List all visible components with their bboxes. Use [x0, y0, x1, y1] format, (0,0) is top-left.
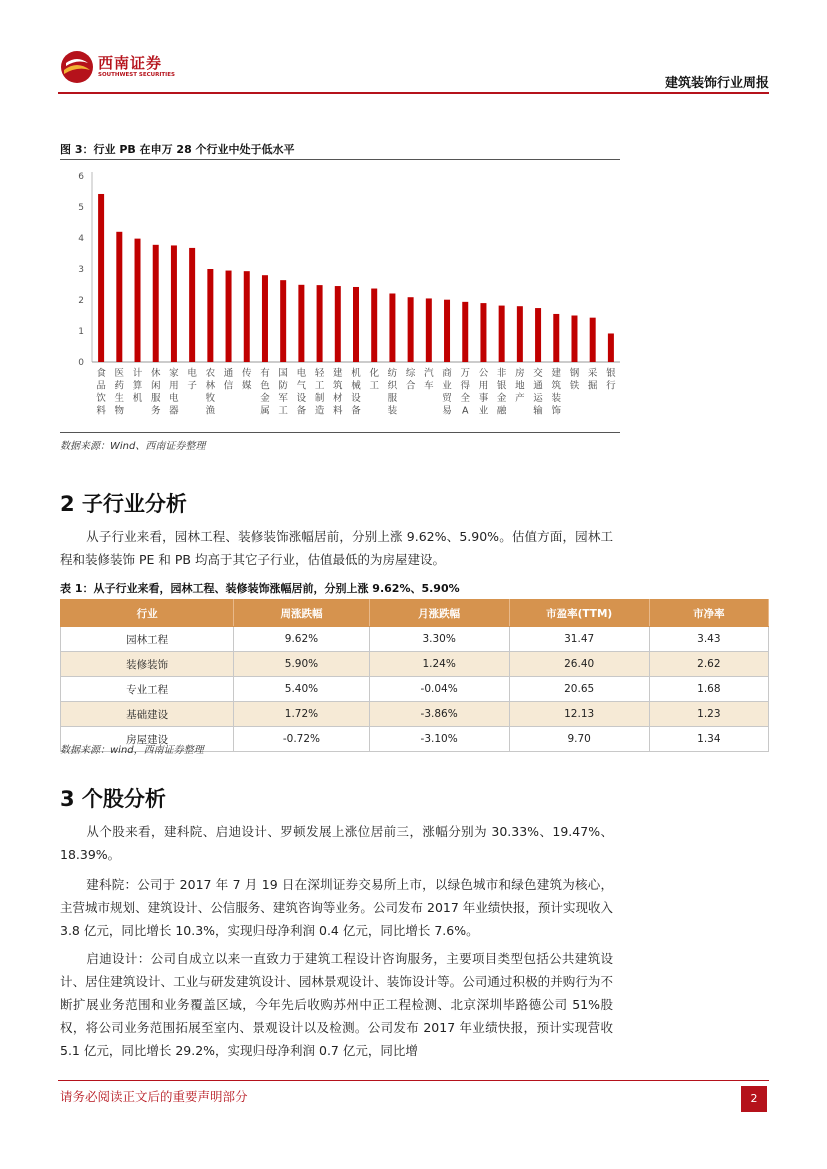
x-tick-label: 公用事业	[478, 368, 489, 417]
cell-monthly: 1.24%	[369, 652, 509, 677]
col-header-pb: 市净率	[649, 600, 768, 627]
cell-monthly: 3.30%	[369, 627, 509, 652]
y-tick-label: 2	[78, 296, 84, 306]
cell-industry: 房屋建设	[61, 727, 234, 752]
cell-monthly: -3.86%	[369, 702, 509, 727]
bar	[608, 333, 614, 362]
x-tick-label: 医药生物	[114, 368, 125, 417]
x-tick-label: 通信	[223, 368, 234, 392]
x-tick-label: 钢铁	[569, 368, 580, 392]
col-header-monthly-change: 月涨跌幅	[369, 600, 509, 627]
x-tick-label: 采掘	[587, 368, 598, 392]
cell-pe: 31.47	[509, 627, 649, 652]
table-row	[61, 677, 769, 702]
section-3-paragraph-2: 建科院：公司于 2017 年 7 月 19 日在深圳证券交易所上市，以绿色城市和绿色建筑为核心，主营城市规划、建筑设计、公信服务、建筑咨询等业务。公司发布 2017 年业绩快报，预计实现收入 3.8 亿元，同比增长 10.3%，实现归母净利润 0.4 亿元，同比增长 7.6%。	[60, 877, 613, 938]
table-row	[61, 652, 769, 677]
table-source: 数据来源：wind，西南证券整理	[60, 745, 204, 756]
y-tick-label: 4	[78, 234, 84, 244]
col-header-weekly-change: 周涨跌幅	[234, 600, 369, 627]
x-tick-label: 汽车	[424, 368, 434, 392]
bar	[317, 285, 323, 362]
y-tick-label: 6	[78, 172, 84, 182]
x-tick-label: 家用电器	[169, 368, 179, 417]
x-tick-label: 非银金融	[496, 368, 507, 417]
footer-disclaimer: 请务必阅读正文后的重要声明部分	[60, 1089, 248, 1104]
bar	[335, 286, 341, 362]
bar	[517, 306, 523, 362]
bar	[244, 271, 250, 362]
bar	[371, 289, 377, 362]
bar	[480, 303, 486, 362]
cell-pb: 1.68	[649, 677, 768, 702]
cell-industry: 基础建设	[61, 702, 234, 727]
bar	[226, 271, 232, 362]
section-3-paragraph-1: 从个股来看，建科院、启迪设计、罗顿发展上涨位居前三，涨幅分别为 30.33%、19.47%、18.39%。	[60, 824, 613, 862]
x-tick-label: 传媒	[242, 368, 252, 392]
cell-monthly: -0.04%	[369, 677, 509, 702]
col-header-industry: 行业	[61, 600, 234, 627]
bar	[207, 269, 213, 362]
x-tick-label: 银行	[606, 368, 616, 392]
cell-weekly: 5.40%	[234, 677, 369, 702]
section-3-heading: 3 个股分析	[60, 787, 166, 811]
bar	[553, 314, 559, 362]
table-row	[61, 702, 769, 727]
x-tick-label: 农林牧渔	[205, 368, 216, 417]
bar	[499, 306, 505, 362]
cell-pb: 3.43	[649, 627, 768, 652]
cell-industry: 装修装饰	[61, 652, 234, 677]
cell-weekly: -0.72%	[234, 727, 369, 752]
section-2-heading: 2 子行业分析	[60, 492, 187, 516]
bar	[389, 293, 395, 362]
x-tick-label: 建筑材料	[333, 368, 343, 417]
x-tick-label: 电子	[187, 368, 197, 392]
cell-weekly: 9.62%	[234, 627, 369, 652]
y-tick-label: 1	[78, 327, 84, 337]
x-tick-label: 化工	[369, 368, 379, 392]
cell-pe: 9.70	[509, 727, 649, 752]
cell-monthly: -3.10%	[369, 727, 509, 752]
table-header-row	[61, 600, 769, 627]
figure-source: 数据来源：Wind、西南证券整理	[60, 441, 206, 452]
x-tick-label: 国防军工	[278, 368, 288, 417]
page-number: 2	[741, 1086, 767, 1112]
x-tick-label: 计算机	[132, 368, 143, 404]
x-tick-label: 商业贸易	[442, 368, 452, 417]
x-tick-label: 综合	[405, 368, 416, 392]
bar	[462, 302, 468, 362]
bar	[116, 232, 122, 362]
pb-bar-chart	[60, 162, 620, 430]
header-divider	[58, 92, 769, 94]
subindustry-table	[60, 599, 769, 752]
bar	[98, 194, 104, 362]
cell-industry: 园林工程	[61, 627, 234, 652]
x-tick-label: 休闲服务	[150, 368, 161, 417]
figure-title: 图 3：行业 PB 在申万 28 个行业中处于低水平	[60, 143, 295, 156]
bar	[353, 287, 359, 362]
x-tick-label: 万得全 A	[460, 368, 470, 417]
x-tick-label: 建筑装饰	[551, 368, 562, 417]
y-tick-label: 0	[78, 358, 84, 368]
cell-pe: 12.13	[509, 702, 649, 727]
x-tick-label: 有色金属	[260, 368, 270, 417]
figure-top-rule	[60, 159, 620, 160]
cell-pb: 1.34	[649, 727, 768, 752]
bar	[189, 248, 195, 362]
bar	[426, 298, 432, 362]
table-title: 表 1：从子行业来看，园林工程、装修装饰涨幅居前，分别上涨 9.62%、5.90%	[60, 582, 460, 595]
cell-pb: 1.23	[649, 702, 768, 727]
x-tick-label: 机械设备	[351, 368, 361, 417]
figure-bottom-rule	[60, 432, 620, 433]
x-tick-label: 食品饮料	[96, 368, 106, 417]
y-tick-label: 3	[78, 265, 84, 275]
cell-pe: 26.40	[509, 652, 649, 677]
logo-mark-icon	[60, 50, 94, 84]
bar	[408, 297, 414, 362]
section-3-paragraph-3: 启迪设计：公司自成立以来一直致力于建筑工程设计咨询服务，主要项目类型包括公共建筑设计、居住建筑设计、工业与研发建筑设计、园林景观设计、装饰设计等。公司通过积极的并购行为不断扩展业务范围和业务覆盖区域，今年先后收购苏州中正工程检测、北京深圳毕路德公司 51%股权，将公司业务范围拓展至室内、景观设计以及检测。公司发布 2017 年业绩快报，预计实现营收 5.1 亿元，同比增长 29.2%，实现归母净利润 0.7 亿元，同比增	[60, 951, 613, 1058]
x-tick-label: 交通运输	[533, 368, 543, 417]
x-tick-label: 房地产	[515, 368, 525, 404]
bar	[590, 318, 596, 362]
section-2-paragraph: 从子行业来看，园林工程、装修装饰涨幅居前，分别上涨 9.62%、5.90%。估值方面，园林工程和装修装饰 PE 和 PB 均高于其它子行业，估值最低的为房屋建设。	[60, 529, 613, 567]
y-tick-label: 5	[78, 203, 84, 213]
cell-pb: 2.62	[649, 652, 768, 677]
bar	[444, 300, 450, 362]
bar	[571, 316, 577, 363]
cell-industry: 专业工程	[61, 677, 234, 702]
report-title: 建筑装饰行业周报	[664, 76, 769, 91]
bar	[262, 275, 268, 362]
bar	[135, 239, 141, 362]
bar	[298, 285, 304, 362]
cell-weekly: 1.72%	[234, 702, 369, 727]
col-header-pe-ttm: 市盈率(TTM)	[509, 600, 649, 627]
bar	[535, 308, 541, 362]
logo-english-name: SOUTHWEST SECURITIES	[98, 72, 175, 78]
x-tick-label: 纺织服装	[387, 368, 398, 417]
x-tick-label: 轻工制造	[314, 368, 325, 417]
cell-weekly: 5.90%	[234, 652, 369, 677]
cell-pe: 20.65	[509, 677, 649, 702]
x-tick-label: 电气设备	[296, 368, 307, 417]
bar	[171, 245, 177, 362]
logo-chinese-name: 西南证券	[98, 54, 163, 72]
footer-divider	[58, 1080, 769, 1081]
bar	[153, 245, 159, 362]
bar	[280, 280, 286, 362]
company-logo	[60, 50, 190, 86]
table-row	[61, 627, 769, 652]
